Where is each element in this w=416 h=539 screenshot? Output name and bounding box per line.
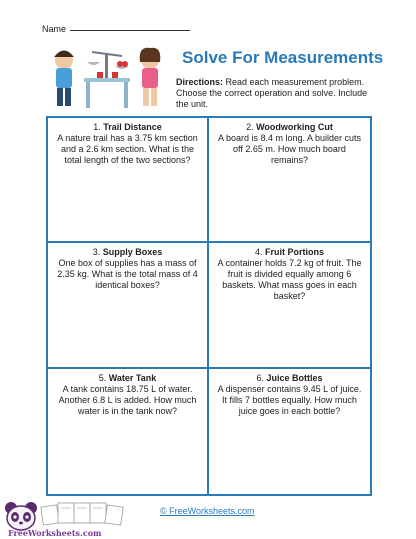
problem-heading	[56, 122, 199, 132]
problem-cell	[209, 118, 370, 243]
problem-title: Trail Distance	[103, 122, 162, 132]
problem-title: Fruit Portions	[265, 247, 325, 258]
name-line[interactable]	[70, 30, 190, 31]
problem-cell	[48, 118, 209, 243]
problem-cell	[48, 243, 209, 368]
kids-with-balance-scale-illustration	[42, 40, 170, 110]
problem-cell	[48, 369, 209, 494]
problem-number: 5.	[98, 372, 107, 383]
problem-cell	[209, 243, 370, 368]
problem-heading	[56, 247, 199, 257]
problem-number: 1.	[93, 122, 101, 132]
problem-title: Woodworking Cut	[256, 122, 333, 132]
problem-number: 2.	[246, 122, 254, 132]
problem-heading	[217, 122, 362, 132]
name-label: Name	[42, 24, 67, 34]
directions	[176, 77, 376, 110]
problem-number: 3.	[92, 247, 101, 258]
problem-title: Water Tank	[108, 372, 157, 383]
problem-text: A tank contains 18.75 L of water. Another 6.8 L is added. How much water is in the tank now?	[58, 383, 197, 416]
website-link[interactable]: © FreeWorksheets.com	[160, 506, 255, 516]
directions-label: Directions:	[176, 77, 224, 87]
problem-text: One box of supplies has a mass of 2.35 kg. What is the total mass of 4 identical boxes?	[57, 258, 198, 291]
problem-title: Juice Bottles	[266, 372, 323, 383]
brand-logo: FreeWorksheets.com	[8, 528, 102, 538]
problem-number: 4.	[254, 247, 263, 258]
page-title: Solve For Measurements	[182, 48, 384, 67]
problem-heading	[217, 373, 362, 383]
problem-heading	[56, 373, 199, 383]
name-field	[42, 24, 190, 34]
problem-text: A nature trail has a 3.75 km section and a 2.6 km section. What is the total length of the two sections?	[57, 133, 198, 165]
problem-grid	[46, 116, 372, 496]
problem-text: A board is 8.4 m long. A builder cuts off 2.65 m. How much board remains?	[217, 133, 362, 165]
problem-heading	[217, 247, 362, 257]
directions-text: Read each measurement problem. Choose the correct operation and solve. Include the unit.	[176, 77, 368, 109]
problem-number: 6.	[256, 372, 264, 383]
problem-cell	[209, 369, 370, 494]
problem-text: A dispenser contains 9.45 L of juice. It fills 7 bottles equally. How much juice goes in each bottle?	[217, 383, 362, 416]
problem-text: A container holds 7.2 kg of fruit. The fruit is divided equally among 6 baskets. What mass goes in each basket?	[217, 258, 362, 302]
worksheet-thumbnails-icon	[40, 498, 126, 526]
problem-title: Supply Boxes	[102, 247, 163, 258]
